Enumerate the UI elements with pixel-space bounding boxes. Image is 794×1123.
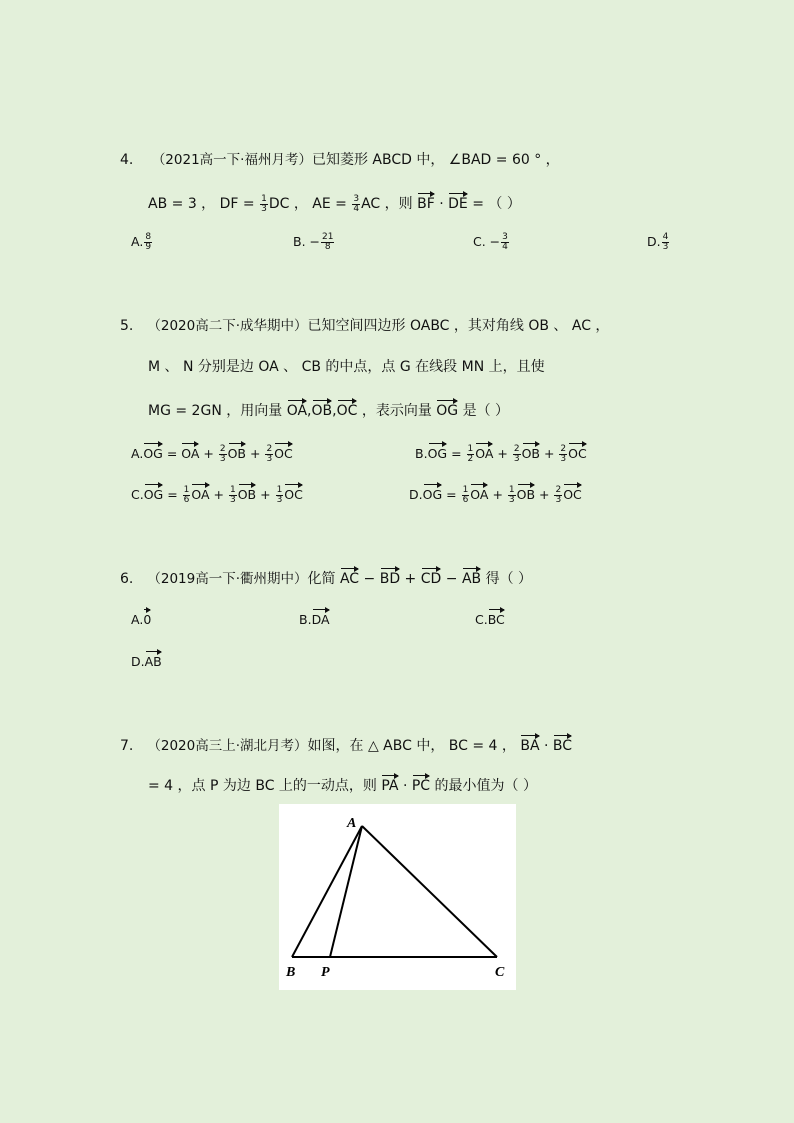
- vector-ac: AC: [340, 566, 359, 588]
- option-b[interactable]: B.DA: [299, 607, 330, 629]
- vector-og: OG: [436, 398, 458, 420]
- vector-pa: PA: [381, 773, 398, 795]
- vertex-label-b: B: [286, 965, 296, 980]
- question-5-stem: 5. （2020高二下·成华期中）已知空间四边形 OABC ，其对角线 OB 、 AC ，: [120, 318, 610, 334]
- vector-cd: CD: [421, 566, 442, 588]
- segment-ac: [362, 826, 497, 957]
- vector-oc: OC: [337, 398, 358, 420]
- vector-bc: BC: [553, 733, 572, 755]
- option-b[interactable]: B. − $\frac{21}{8}$: [293, 232, 334, 252]
- segment-ap: [330, 826, 362, 957]
- option-a[interactable]: A. $\frac{8}{9}$: [131, 232, 152, 252]
- vector-bf: BF: [417, 191, 435, 213]
- question-6-stem: 6. （2019高一下·衢州期中）化简 AC − BD + CD − AB 得（ ）: [120, 566, 532, 588]
- option-c[interactable]: C.BC: [475, 607, 505, 629]
- vector-de: DE: [448, 191, 468, 213]
- vector-pc: PC: [412, 773, 430, 795]
- segment-ab: [292, 826, 362, 957]
- vertex-label-p: P: [321, 965, 330, 980]
- triangle-figure: [279, 804, 516, 990]
- question-7-stem: 7. （2020高三上·湖北月考）如图，在 △ ABC 中， BC = 4 ， BA · BC: [120, 733, 572, 755]
- vector-ba: BA: [520, 733, 539, 755]
- option-d[interactable]: D.AB: [131, 649, 162, 671]
- option-d[interactable]: D. $\frac{4}{3}$: [647, 232, 669, 252]
- option-a[interactable]: A.OG = OA + $\frac{2}{3}$ OB + $\frac{2}{3}$ OC: [131, 441, 293, 464]
- question-5-line-2: M 、 N 分别是边 OA 、 CB 的中点，点 G 在线段 MN 上，且使: [148, 359, 545, 375]
- option-b[interactable]: B.OG = $\frac{1}{2}$ OA + $\frac{2}{3}$ OB + $\frac{2}{3}$ OC: [415, 441, 587, 464]
- vector-ob: OB: [312, 398, 333, 420]
- vertex-label-c: C: [495, 965, 505, 980]
- question-4-stem: 4. （2021高一下·福州月考）已知菱形 ABCD 中， ∠BAD = 60 ° ，: [120, 152, 560, 168]
- option-a[interactable]: A.0: [131, 607, 151, 629]
- option-d[interactable]: D.OG = $\frac{1}{6}$ OA + $\frac{1}{3}$ OB + $\frac{2}{3}$ OC: [409, 482, 582, 505]
- question-4-condition: AB = 3 ， DF = $\frac{1}{3}$ DC ， AE = $\frac{3}{4}$ AC ，则 BF · DE = （ ）: [148, 191, 521, 214]
- vector-ab: AB: [462, 566, 481, 588]
- option-c[interactable]: C.OG = $\frac{1}{6}$ OA + $\frac{1}{3}$ OB + $\frac{1}{3}$ OC: [131, 482, 303, 505]
- question-5-line-3: MG = 2GN ，用向量 OA,OB,OC ，表示向量 OG 是（ ）: [148, 398, 509, 420]
- vector-oa: OA: [287, 398, 307, 420]
- fraction: $\frac{3}{4}$: [353, 193, 360, 214]
- option-c[interactable]: C. − $\frac{3}{4}$: [473, 232, 508, 252]
- fraction: $\frac{1}{3}$: [261, 193, 267, 214]
- vector-bd: BD: [380, 566, 400, 588]
- question-7-line-2: = 4 ，点 P 为边 BC 上的一动点，则 PA · PC 的最小值为（ ）: [148, 773, 537, 795]
- vertex-label-a: A: [347, 816, 357, 831]
